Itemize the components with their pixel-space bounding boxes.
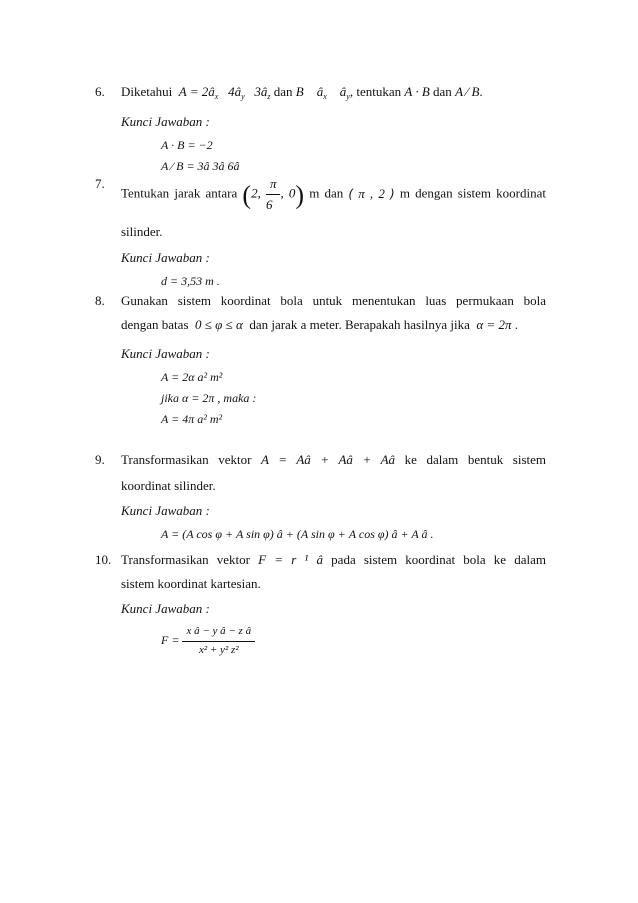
answer-line: A = (A cos φ + A sin φ) â + (A sin φ + A cos φ) â + A â . [161,526,434,541]
fraction: $\frac{\pi}{6}$ [266,176,281,214]
answer-block [161,138,546,174]
answer-line: A = 2α a² m² [161,369,223,384]
question-text: Transformasikan vektor A = Aâ + Aâ + Aâ ke dalam bentuk sistem [121,452,546,467]
fraction: $\frac{\text{x â − y â − z â}}{\text{x² + y² z²}}$ [182,625,255,658]
answer-block [161,274,546,289]
answer-key-label: Kunci Jawaban : [121,600,210,616]
answer-block: F = $\frac{\text{x â − y â − z â}}{\text{x² + y² z²}}$ [161,625,546,658]
answer-key-label: Kunci Jawaban : [121,249,210,265]
formula-B: B [295,84,304,99]
question-number: 10. [95,552,112,567]
answer-line: A ⁄ B = 3â 3â 6â [161,159,240,174]
question-number: 6. [95,84,105,99]
question-9: 9. Transformasikan vektor A = Aâ + Aâ + Aâ ke dalam bentuk sistem koordinat silinder. Kunci Jawaban : A = (A cos φ + A sin φ) â + (A sin φ + A cos φ) â + A â . [95,452,546,541]
answer-line: A · B = −2 [161,138,213,153]
question-text: Tentukan jarak antara (2, $\frac{\pi}{6}$ , 0) m dan ( π , 2 ) m dengan sistem koordinat [121,176,547,213]
question-text: Transformasikan vektor F = r ¹ â pada sistem koordinat bola ke dalam [121,552,546,567]
question-7: 7. Tentukan jarak antara (2, $\frac{\pi}{6}$ , 0) m dan ( π , 2 ) m dengan sistem koordinat silinder. Kunci Jawaban : d = 3,53 m . [95,176,547,288]
question-number: 9. [95,452,105,467]
answer-block [161,527,546,542]
question-text: Diketahui $A = 2â_x$ $4â_y$ $3â_z$ dan B $â_x$ $â_y$, tentukan A · B dan A ⁄ B. [121,84,483,101]
question-8: 8. Gunakan sistem koordinat bola untuk menentukan luas permukaan bola dengan batas 0 ≤ φ ≤ α dan jarak a meter. Berapakah hasilnya jika α = 2π . Kunci Jawaban : A = 2α a² m² jika α = 2π , maka : A = 4π a² m² [95,293,546,426]
question-text: Gunakan sistem koordinat bola untuk menentukan luas permukaan bola [121,293,546,308]
answer-key-label: Kunci Jawaban : [121,114,210,129]
question-number: 7. [95,176,105,191]
question-10: 10. Transformasikan vektor F = r ¹ â pada sistem koordinat bola ke dalam sistem koordinat kartesian. Kunci Jawaban : F = $\frac{\text{x â − y â − z â}}{\text{x² + y² z²}}$ [95,552,546,656]
question-6 [95,84,546,180]
answer-key-label: Kunci Jawaban : [121,502,210,518]
answer-line: jika α = 2π , maka : [161,390,257,405]
answer-key-label: Kunci Jawaban : [121,345,210,361]
answer-line: d = 3,53 m . [161,274,220,288]
answer-block [161,370,546,427]
answer-line: A = 4π a² m² [161,411,223,426]
formula-A: $A = 2â_x$ [178,84,219,101]
question-number: 8. [95,293,105,308]
